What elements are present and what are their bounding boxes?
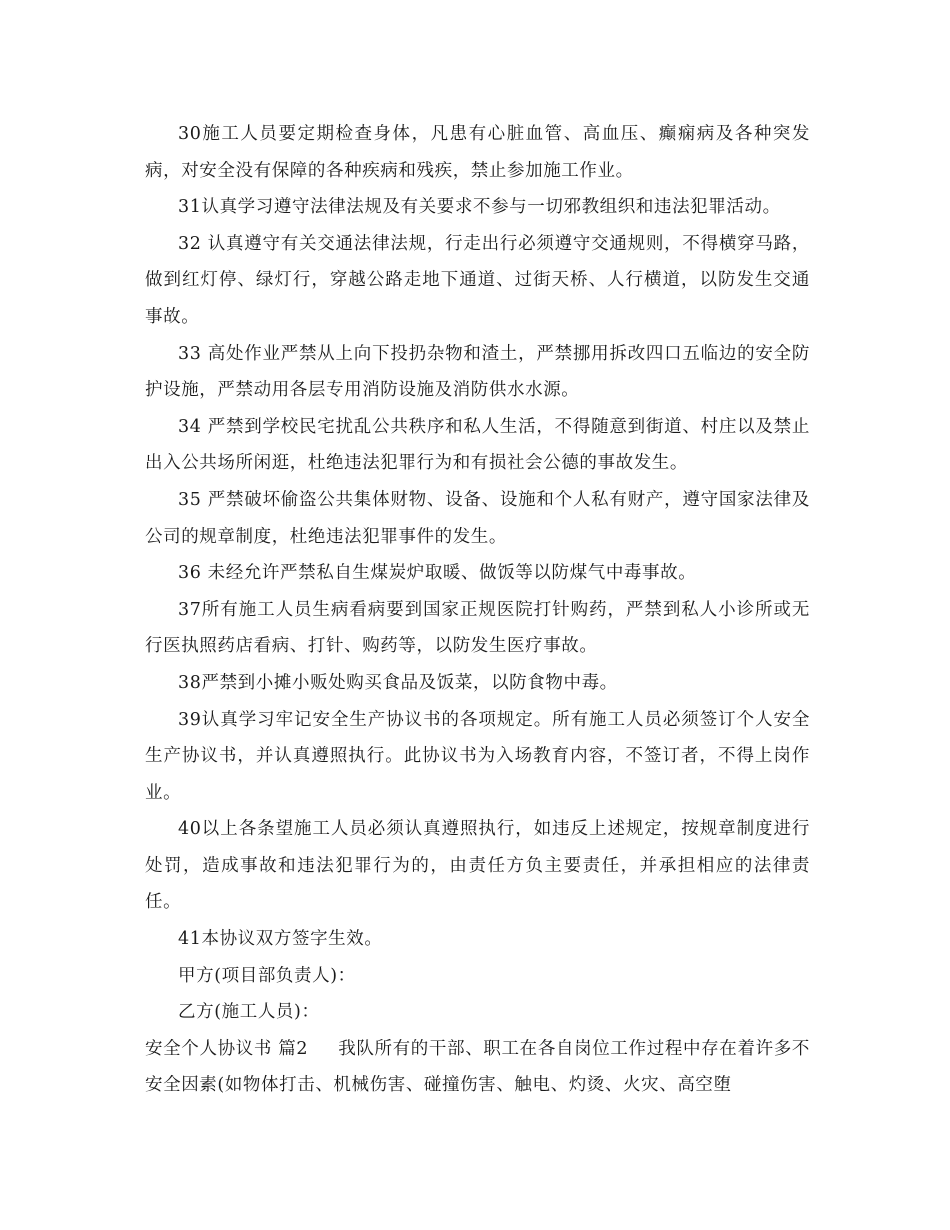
clause-40: 40以上各条望施工人员必须认真遵照执行，如违反上述规定，按规章制度进行处罚，造成事故和违法犯罪行为的，由责任方负主要责任，并承担相应的法律责任。 — [145, 819, 810, 913]
section-2-paragraph — [145, 1031, 810, 1104]
party-a-signature-line: 甲方(项目部负责人)： — [178, 965, 356, 986]
clause-41: 41本协议双方签字生效。 — [178, 929, 383, 950]
clause-31: 31认真学习遵守法律法规及有关要求不参与一切邪教组织和违法犯罪活动。 — [178, 197, 781, 218]
document-page — [145, 116, 810, 1104]
party-b-signature-line: 乙方(施工人员)： — [178, 1002, 320, 1023]
clause-36: 36 未经允许严禁私自生煤炭炉取暖、做饭等以防煤气中毒事故。 — [178, 563, 697, 584]
clause-32: 32 认真遵守有关交通法律法规，行走出行必须遵守交通规则，不得横穿马路，做到红灯停、绿灯行，穿越公路走地下通道、过街天桥、人行横道，以防发生交通事故。 — [145, 233, 810, 327]
clause-38: 38严禁到小摊小贩处购买食品及饭菜，以防食物中毒。 — [178, 672, 618, 693]
section-2-title: 安全个人协议书 篇2 — [145, 1038, 309, 1059]
clause-39: 39认真学习牢记安全生产协议书的各项规定。所有施工人员必须签订个人安全生产协议书，并认真遵照执行。此协议书为入场教育内容，不签订者，不得上岗作业。 — [145, 709, 810, 803]
clause-35: 35 严禁破坏偷盗公共集体财物、设备、设施和个人私有财产，遵守国家法律及公司的规章制度，杜绝违法犯罪事件的发生。 — [145, 489, 810, 547]
clause-30: 30施工人员要定期检查身体，凡患有心脏血管、高血压、癫痫病及各种突发病，对安全没有保障的各种疾病和残疾，禁止参加施工作业。 — [145, 124, 810, 181]
clause-33: 33 高处作业严禁从上向下投扔杂物和渣土，严禁挪用拆改四口五临边的安全防护设施，严禁动用各层专用消防设施及消防供水水源。 — [145, 343, 810, 401]
clause-34: 34 严禁到学校民宅扰乱公共秩序和私人生活，不得随意到街道、村庄以及禁止出入公共场所闲逛，杜绝违法犯罪行为和有损社会公德的事故发生。 — [145, 416, 810, 474]
clause-37: 37所有施工人员生病看病要到国家正规医院打针购药，严禁到私人小诊所或无行医执照药店看病、打针、购药等，以防发生医疗事故。 — [145, 599, 810, 657]
section-2-text: 我队所有的干部、职工在各自岗位工作过程中存在着许多不安全因素(如物体打击、机械伤害、碰撞伤害、触电、灼烫、火灾、高空堕 — [145, 1038, 810, 1096]
